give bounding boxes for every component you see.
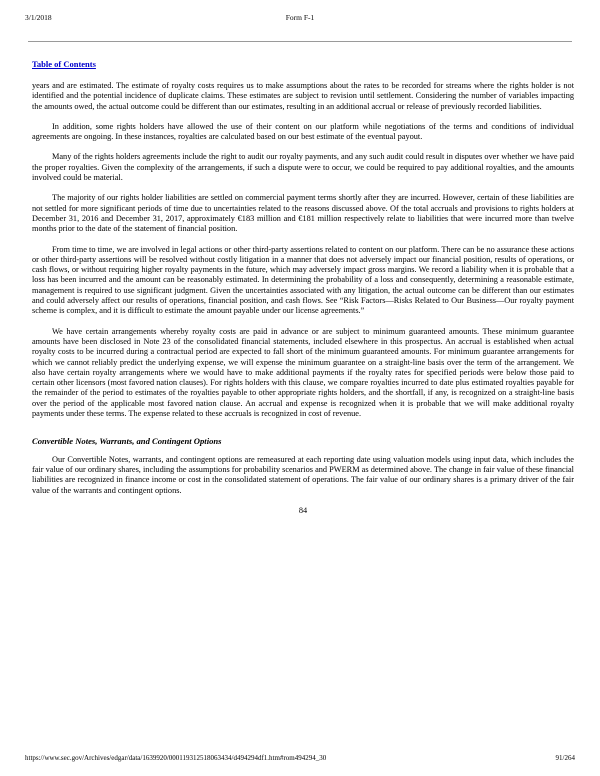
body-paragraph: From time to time, we are involved in legal actions or other third-party assertions related to content on our platform. There can be no assurance these actions or other third-party assertions will be resolved without costly litigation in a manner that does not adversely impact our financial position, results of operations, or cash flows, or without requiring higher royalty payments in the future, which may adversely impact gross margins. We record a liability when it is probable that a loss has been incurred and the amount can be reasonably estimated. In determining the probability of a loss and consequently, determining a reasonable estimate, management is required to use significant judgment. Given the uncertainties associated with any litigation, the actual outcome can be different than our estimates and could adversely affect our results of operations, financial position, and cash flows. See “Risk Factors—Risks Related to Our Business—Our royalty payment scheme is complex, and it is difficult to estimate the amount payable under our license agreements.” — [32, 244, 574, 316]
footer-page-indicator: 91/264 — [555, 754, 575, 762]
toc-row — [32, 54, 568, 72]
header-date: 3/1/2018 — [25, 13, 52, 22]
body-paragraph: Our Convertible Notes, warrants, and contingent options are remeasured at each reporting date using valuation models using input data, which includes the fair value of our ordinary shares, including the assumptions for probability scenarios and PWERM as determined above. The change in fair value of these financial liabilities are recognized in finance income or cost in the consolidated statement of operations. The fair value of our ordinary shares is a primary driver of the fair value of the warrants and contingent options. — [32, 454, 574, 495]
document-body — [32, 81, 574, 516]
body-paragraph: The majority of our rights holder liabilities are settled on commercial payment terms shortly after they are incurred. However, certain of these liabilities are not settled for more significant periods of time due to uncertainties related to the reasons discussed above. Of the total accruals and provisions to rights holders at December 31, 2016 and December 31, 2017, approximately €183 million and €181 million respectively relate to liabilities that were incurred more than twelve months prior to the date of the statement of financial position. — [32, 193, 574, 234]
header-form-title: Form F-1 — [285, 13, 315, 22]
footer-url: https://www.sec.gov/Archives/edgar/data/1639920/000119312518063434/d494294df1.htm#rom494294_30 — [25, 754, 327, 762]
body-paragraph: Many of the rights holders agreements include the right to audit our royalty payments, and any such audit could result in disputes over whether we have paid the proper royalties. Given the complexity of the arrangements, if such a dispute were to occur, we could be required to pay additional royalties, and the amounts involved could be material. — [32, 152, 574, 183]
body-paragraph: years and are estimated. The estimate of royalty costs requires us to make assumptions about the rates to be recorded for streams where the rights holder is not identified and the potential incidence of duplicate claims. These estimates are subject to revision until settlement. Considering the number of variables impacting the amounts owed, the actual outcome could be different than our estimates, resulting in an additional accrual or release of previously recorded liabilities. — [32, 81, 574, 111]
page-header — [0, 0, 600, 35]
section-heading: Convertible Notes, Warrants, and Contingent Options — [32, 436, 222, 447]
body-paragraph: We have certain arrangements whereby royalty costs are paid in advance or are subject to minimum guaranteed amounts. These minimum guarantee amounts have been disclosed in Note 23 of the consolidated financial statements, included elsewhere in this prospectus. An accrual is established when actual royalty costs to be incurred during a contractual period are expected to fall short of the minimum guaranteed amounts. For minimum guarantee arrangements for which we cannot reliably predict the underlying expense, we will expense the minimum guarantee on a straight-line basis over the term of the arrangement. We also have certain royalty arrangements where we would have to make additional payments if the royalty rates for specified periods were below those paid to certain other licensors (most favored nation clauses). For rights holders with this clause, we compare royalties incurred to date plus estimated royalties payable for the remainder of the period to estimates of the royalties payable to other appropriate rights holders, and the shortfall, if any, is recognized on a straight-line basis over the period of the applicable most favored nation clause. An accrual and expense is recognized when it is probable that we will make additional royalty payments under these terms. The expense related to these accruals is recognized in cost of revenue. — [32, 326, 574, 419]
body-paragraph: In addition, some rights holders have allowed the use of their content on our platform while negotiations of the terms and conditions of individual agreements are ongoing. In these instances, royalties are calculated based on our best estimate of the eventual payout. — [32, 121, 574, 142]
table-of-contents-link[interactable]: Table of Contents — [32, 59, 96, 69]
header-divider — [28, 41, 572, 42]
page-number: 84 — [298, 505, 308, 515]
page-footer — [25, 754, 575, 762]
